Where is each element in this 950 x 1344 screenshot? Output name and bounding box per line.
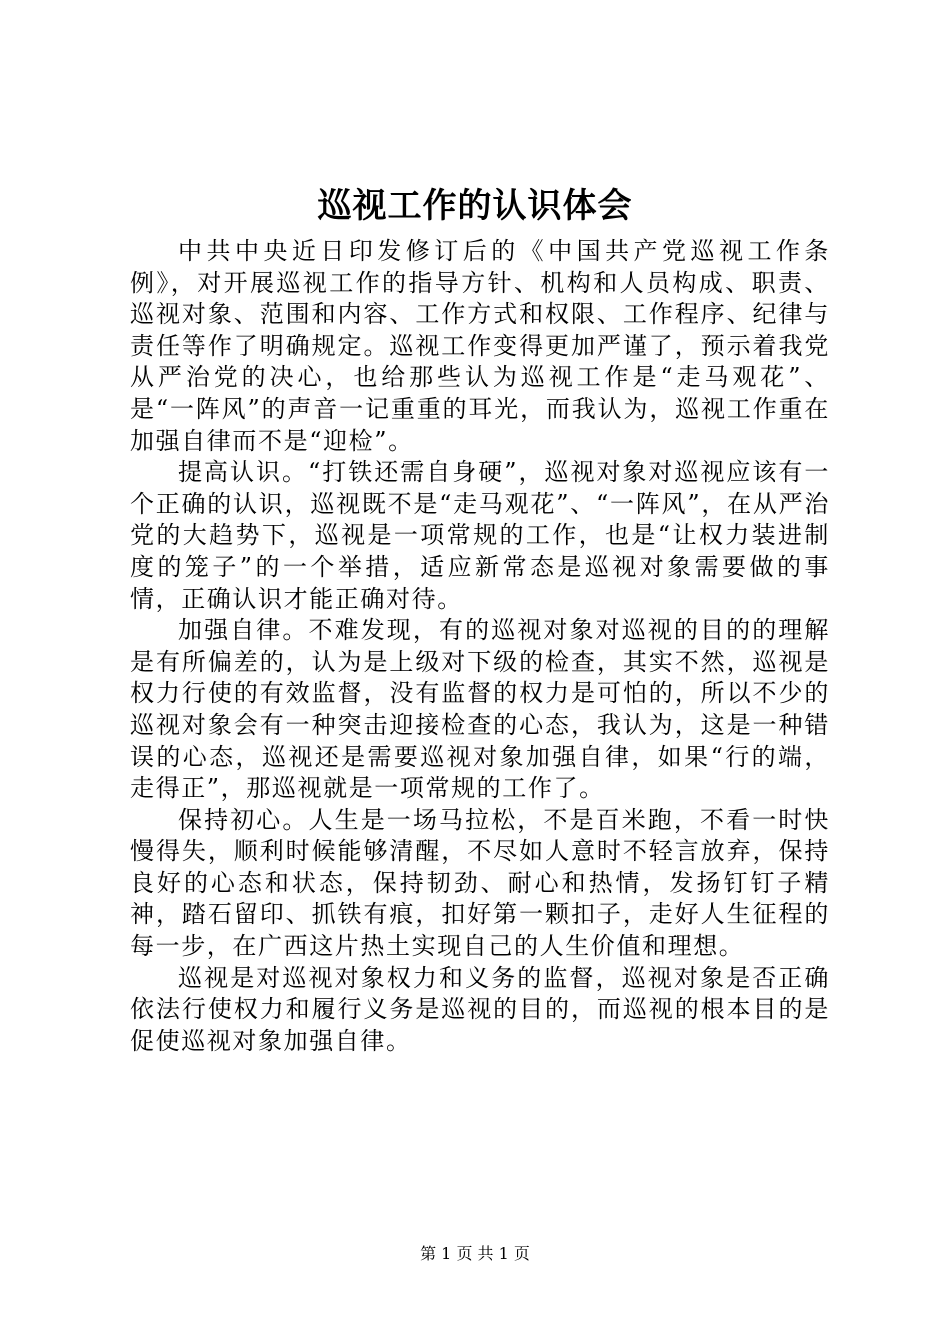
paragraph-strengthen-self-discipline: 加强自律。不难发现，有的巡视对象对巡视的目的的理解是有所偏差的，认为是上级对下级的检查，其实不然，巡视是权力行使的有效监督，没有监督的权力是可怕的，所以不少的巡视对象会有一种突击迎接检查的心态，我认为，这是一种错误的心态，巡视还是需要巡视对象加强自律，如果“行的端，走得正”，那巡视就是一项常规的工作了。 xyxy=(130,616,830,803)
page-number-footer: 第 1 页 共 1 页 xyxy=(420,1244,530,1263)
paragraph-improve-understanding: 提高认识。“打铁还需自身硬”，巡视对象对巡视应该有一个正确的认识，巡视既不是“走马观花”、“一阵风”，在从严治党的大趋势下，巡视是一项常规的工作，也是“让权力装进制度的笼子”的一个举措，适应新常态是巡视对象需要做的事情，正确认识才能正确对待。 xyxy=(130,458,830,613)
paragraph-intro: 中共中央近日印发修订后的《中国共产党巡视工作条例》，对开展巡视工作的指导方针、机构和人员构成、职责、巡视对象、范围和内容、工作方式和权限、工作程序、纪律与责任等作了明确规定。巡视工作变得更加严谨了，预示着我党从严治党的决心，也给那些认为巡视工作是“走马观花”、是“一阵风”的声音一记重重的耳光，而我认为，巡视工作重在加强自律而不是“迎检”。 xyxy=(130,237,830,455)
paragraph-conclusion: 巡视是对巡视对象权力和义务的监督，巡视对象是否正确依法行使权力和履行义务是巡视的目的，而巡视的根本目的是促使巡视对象加强自律。 xyxy=(130,963,830,1055)
document-title: 巡视工作的认识体会 xyxy=(317,186,633,226)
paragraph-keep-original-aspiration: 保持初心。人生是一场马拉松，不是百米跑，不看一时快慢得失，顺利时候能够清醒，不尽如人意时不轻言放弃，保持良好的心态和状态，保持韧劲、耐心和热情，发扬钉钉子精神，踏石留印、抓铁有痕，扣好第一颗扣子，走好人生征程的每一步，在广西这片热土实现自己的人生价值和理想。 xyxy=(130,805,830,961)
document-body xyxy=(130,236,830,1057)
